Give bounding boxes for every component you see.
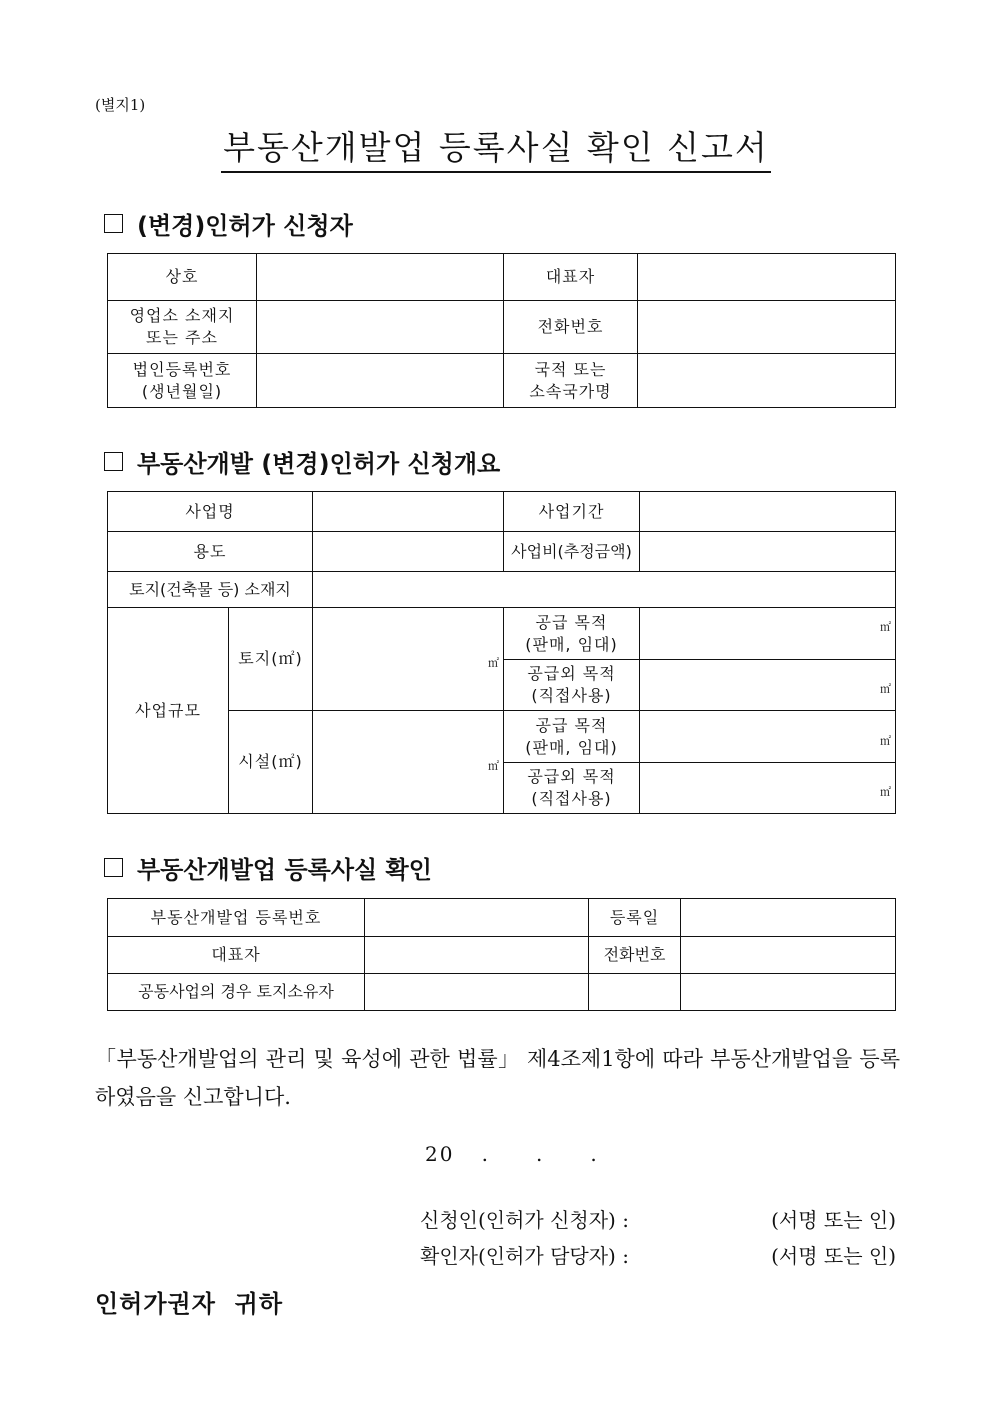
label-business-name: 사업명: [108, 492, 313, 532]
label-representative: 대표자: [504, 254, 638, 301]
label-land-non-supply-purpose: 공급외 목적 (직접사용): [504, 660, 640, 711]
field-representative-2[interactable]: [365, 937, 589, 974]
field-representative[interactable]: [638, 254, 896, 301]
label-nationality: 국적 또는 소속국가명: [504, 354, 638, 408]
label-trade-name: 상호: [108, 254, 257, 301]
label-representative-2: 대표자: [108, 937, 365, 974]
signature-applicant: [420, 1204, 896, 1233]
label-usage: 용도: [108, 532, 313, 572]
field-facility-area[interactable]: [313, 711, 504, 814]
field-blank-2[interactable]: [681, 974, 896, 1011]
field-land-non-supply-purpose[interactable]: [640, 660, 896, 711]
form-title-text: 부동산개발업 등록사실 확인 신고서: [221, 128, 771, 173]
declaration-text: 「부동산개발업의 관리 및 육성에 관한 법률」 제4조제1항에 따라 부동산개발업을 등록하였음을 신고합니다.: [95, 1047, 900, 1109]
field-office-address[interactable]: [257, 301, 504, 354]
label-phone: 전화번호: [504, 301, 638, 354]
field-reg-number[interactable]: [365, 899, 589, 937]
label-land-area: 토지(㎡): [229, 608, 313, 711]
label-office-address: 영업소 소재지 또는 주소: [108, 301, 257, 354]
field-phone-2[interactable]: [681, 937, 896, 974]
label-business-scale: 사업규모: [108, 608, 229, 814]
field-corp-reg-number[interactable]: [257, 354, 504, 408]
section2-heading: [104, 444, 500, 479]
label-corp-reg-number: 법인등록번호 (생년월일): [108, 354, 257, 408]
section1-heading-text: (변경)인허가 신청자: [137, 212, 353, 240]
field-land-area[interactable]: [313, 608, 504, 711]
date-sep-day: .: [590, 1142, 599, 1166]
applicant-sign[interactable]: (서명 또는 인): [771, 1208, 896, 1232]
confirmer-label: 확인자(인허가 담당자) :: [420, 1244, 629, 1268]
field-business-name[interactable]: [313, 492, 504, 532]
unit-sqm: ㎡: [880, 785, 891, 799]
label-reg-number: 부동산개발업 등록번호: [108, 899, 365, 937]
label-reg-date: 등록일: [589, 899, 681, 937]
field-business-period[interactable]: [640, 492, 896, 532]
confirmer-sign[interactable]: (서명 또는 인): [771, 1244, 896, 1268]
label-land-location: 토지(건축물 등) 소재지: [108, 572, 313, 608]
field-business-cost[interactable]: [640, 532, 896, 572]
form-title: [0, 122, 992, 169]
date-sep-year: .: [481, 1142, 490, 1166]
checkbox-square[interactable]: [104, 452, 123, 471]
field-land-supply-purpose[interactable]: [640, 608, 896, 660]
label-phone-2: 전화번호: [589, 937, 681, 974]
field-land-location[interactable]: [313, 572, 896, 608]
field-usage[interactable]: [313, 532, 504, 572]
date-sep-month: .: [535, 1142, 545, 1166]
section3-heading: [104, 850, 432, 885]
unit-sqm: ㎡: [880, 733, 891, 747]
field-phone[interactable]: [638, 301, 896, 354]
annex-label: (별지1): [95, 96, 146, 114]
label-facility-non-supply-purpose: 공급외 목적 (직접사용): [504, 763, 640, 814]
label-business-cost: 사업비(추정금액): [504, 532, 640, 572]
section1-heading: [104, 206, 353, 241]
section3-heading-text: 부동산개발업 등록사실 확인: [137, 856, 432, 884]
label-land-supply-purpose: 공급 목적 (판매, 임대): [504, 608, 640, 660]
checkbox-square[interactable]: [104, 858, 123, 877]
applicant-label: 신청인(인허가 신청자) :: [420, 1208, 629, 1232]
unit-sqm: ㎡: [488, 759, 499, 773]
checkbox-square[interactable]: [104, 214, 123, 233]
overview-table: [107, 491, 896, 814]
date-year-prefix: 20: [425, 1142, 455, 1166]
field-joint-owner[interactable]: [365, 974, 589, 1011]
section2-heading-text: 부동산개발 (변경)인허가 신청개요: [137, 450, 501, 478]
label-facility-area: 시설(㎡): [229, 711, 313, 814]
field-nationality[interactable]: [638, 354, 896, 408]
signature-confirmer: [420, 1240, 896, 1269]
unit-sqm: ㎡: [488, 656, 499, 670]
applicant-table: [107, 253, 896, 408]
field-trade-name[interactable]: [257, 254, 504, 301]
field-facility-supply-purpose[interactable]: [640, 711, 896, 763]
label-joint-owner: 공동사업의 경우 토지소유자: [108, 974, 365, 1011]
label-business-period: 사업기간: [504, 492, 640, 532]
addressee: 인허가권자 귀하: [95, 1289, 283, 1318]
unit-sqm: ㎡: [880, 619, 891, 633]
field-facility-non-supply-purpose[interactable]: [640, 763, 896, 814]
field-reg-date[interactable]: [681, 899, 896, 937]
unit-sqm: ㎡: [880, 682, 891, 696]
registration-table: [107, 898, 896, 1011]
date-line: [425, 1142, 618, 1166]
field-blank-1[interactable]: [589, 974, 681, 1011]
label-facility-supply-purpose: 공급 목적 (판매, 임대): [504, 711, 640, 763]
